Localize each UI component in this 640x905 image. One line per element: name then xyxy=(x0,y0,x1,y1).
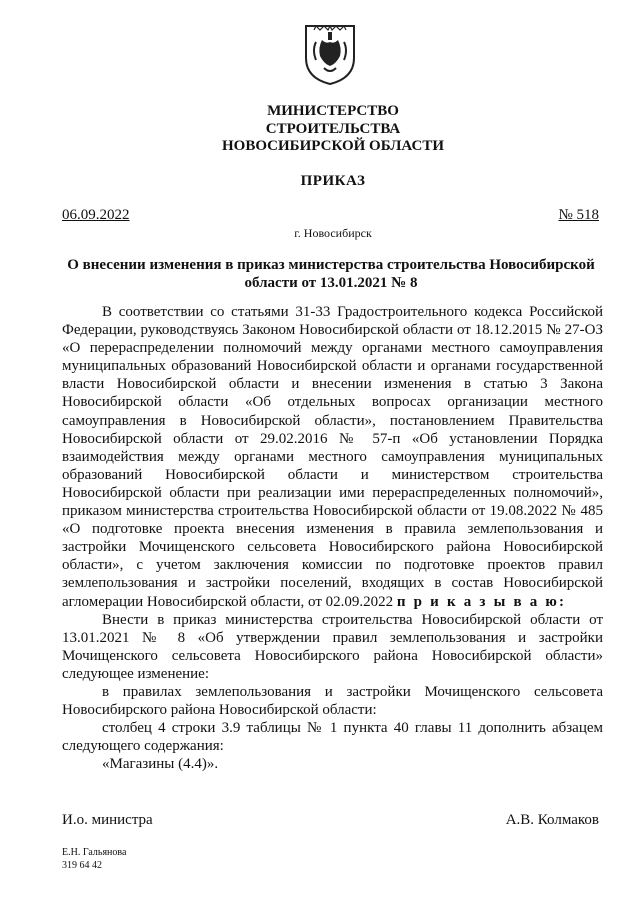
executor-name: Е.Н. Гальянова xyxy=(62,847,127,858)
body-paragraph-1-text: В соответствии со статьями 31-33 Градостроительного кодекса Российской Федерации, руководствуясь Законом Новосибирской области от 18.12.2015 № 27-ОЗ «О перераспределении полномочий между органами местного самоуправления муниципальных образований Новосибирской области и органами государственной власти Новосибирской области и внесении изменения в статью 3 Закона Новосибирской области «Об отдельных вопросах организации местного самоуправления в Новосибирской области», постановлением Правительства Новосибирской области от 29.02.2016 № 57-п «Об установлении Порядка взаимодействия между органами местного самоуправления муниципальных образований Новосибирской области и министерством строительства Новосибирской области при реализации ими перераспределенных полномочий», приказом министерства строительства Новосибирской области от 19.08.2022 № 485 «О подготовке проекта внесения изменения в правила землепользования и застройки Мочищенского сельсовета Новосибирского района Новосибирской области», с учетом заключения комиссии по подготовке проектов правил землепользования и застройки поселений, входящих в состав Новосибирской агломерации Новосибирской области, от 02.09.2022 xyxy=(62,304,603,610)
document-type: ПРИКАЗ xyxy=(300,173,366,189)
order-date: 06.09.2022 xyxy=(62,207,130,223)
order-city: г. Новосибирск xyxy=(294,226,372,240)
executor-info xyxy=(62,846,126,872)
executor-phone: 319 64 42 xyxy=(62,860,102,871)
order-subject: О внесении изменения в приказ министерства строительства Новосибирской области от 13.01.2021 № 8 xyxy=(67,257,595,291)
body-paragraph-4: столбец 4 строки 3.9 таблицы № 1 пункта 40 главы 11 дополнить абзацем следующего содержания: xyxy=(62,720,603,755)
novosibirsk-coat-of-arms-icon xyxy=(302,22,358,86)
order-number: № 518 xyxy=(558,207,599,223)
body-paragraph-5: «Магазины (4.4)». xyxy=(102,756,219,773)
body-paragraph-1 xyxy=(62,303,603,611)
ministry-line-1: МИНИСТЕРСТВО xyxy=(267,103,399,119)
signatory-name: А.В. Колмаков xyxy=(505,812,599,828)
body-paragraph-2: Внести в приказ министерства строительства Новосибирской области от 13.01.2021 № 8 «Об утверждении правил землепользования и застройки Мочищенского сельсовета Новосибирского района Новосибирской области» следующее изменение: xyxy=(62,611,603,682)
signatory-role: И.о. министра xyxy=(62,812,153,828)
order-body xyxy=(62,303,603,773)
order-keyword: п р и к а з ы в а ю: xyxy=(396,593,567,610)
ministry-line-3: НОВОСИБИРСКОЙ ОБЛАСТИ xyxy=(221,138,445,154)
ministry-line-2: СТРОИТЕЛЬСТВА xyxy=(265,120,401,137)
body-paragraph-3: в правилах землепользования и застройки Мочищенского сельсовета Новосибирского района Новосибирской области: xyxy=(62,683,603,719)
ministry-name xyxy=(0,103,640,156)
